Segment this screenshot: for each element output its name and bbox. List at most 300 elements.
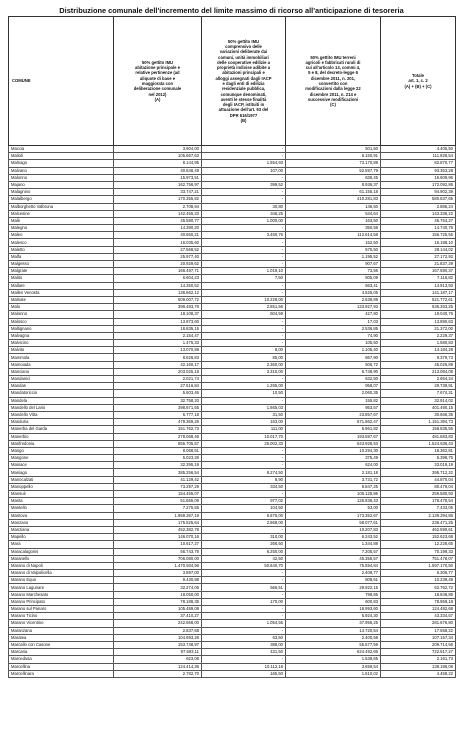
cell-total: 5.398,75 xyxy=(381,455,456,462)
cell-col-b: 1.554,93 xyxy=(202,160,286,167)
table-row xyxy=(9,232,456,239)
cell-col-b: 10,50 xyxy=(202,390,286,397)
cell-total: 7.116,82 xyxy=(381,275,456,282)
cell-col-a: 398.671,55 xyxy=(114,404,202,411)
table-row xyxy=(9,146,456,153)
table-header-row xyxy=(9,17,456,146)
table-row xyxy=(9,649,456,656)
cell-col-a: 32.274,06 xyxy=(114,584,202,591)
table-row xyxy=(9,332,456,339)
cell-col-b: 399,52 xyxy=(202,181,286,188)
cell-col-b: 1.019,10 xyxy=(202,268,286,275)
cell-col-a: 104.693,26 xyxy=(114,634,202,641)
cell-col-a: 162.756,97 xyxy=(114,181,202,188)
cell-col-a: 41.129,42 xyxy=(114,476,202,483)
cell-col-c: 73,56 xyxy=(286,268,381,275)
table-row xyxy=(9,526,456,533)
cell-col-a: 1.959.267,19 xyxy=(114,512,202,519)
table-row xyxy=(9,562,456,569)
table-row xyxy=(9,196,456,203)
cell-col-b: 6.250,00 xyxy=(202,548,286,555)
cell-col-b: 10.112,18 xyxy=(202,663,286,670)
table-row xyxy=(9,340,456,347)
cell-col-a: 13.070,88 xyxy=(114,347,202,354)
cell-comune: Malito xyxy=(9,275,114,282)
cell-total: 78.959,18 xyxy=(381,598,456,605)
cell-total: 80.479,04 xyxy=(381,483,456,490)
cell-col-b: 388,00 xyxy=(202,641,286,648)
cell-comune: Manocalzati xyxy=(9,476,114,483)
table-row xyxy=(9,505,456,512)
cell-total: 107.157,34 xyxy=(381,634,456,641)
cell-col-c: 798,85 xyxy=(286,591,381,598)
table-row xyxy=(9,225,456,232)
table-row xyxy=(9,419,456,426)
cell-comune: Malalbergo xyxy=(9,196,114,203)
cell-total: 462.590,61 xyxy=(381,526,456,533)
cell-col-b: - xyxy=(202,376,286,383)
cell-col-b: 346,25 xyxy=(202,210,286,217)
cell-col-b: - xyxy=(202,577,286,584)
cell-col-c: 10.207,83 xyxy=(286,526,381,533)
table-row xyxy=(9,404,456,411)
cell-col-a: 15.973,51 xyxy=(114,174,202,181)
table-row xyxy=(9,390,456,397)
cell-total: 13.890,63 xyxy=(381,318,456,325)
cell-total: 70.199,33 xyxy=(381,548,456,555)
cell-col-c: 6.748,90 xyxy=(286,368,381,375)
cell-comune: Mansuè xyxy=(9,491,114,498)
cell-comune: Marcallo con Casone xyxy=(9,641,114,648)
cell-comune: Mandatoriccio xyxy=(9,390,114,397)
table-row xyxy=(9,555,456,562)
table-row xyxy=(9,548,456,555)
table-row xyxy=(9,613,456,620)
cell-comune: Maniago xyxy=(9,469,114,476)
table-row xyxy=(9,376,456,383)
cell-col-c: 427,80 xyxy=(286,311,381,318)
cell-total: 167.590,37 xyxy=(381,268,456,275)
table-row xyxy=(9,347,456,354)
cell-col-a: 27.516,84 xyxy=(114,383,202,390)
cell-col-b: - xyxy=(202,289,286,296)
cell-total: 1.151.394,73 xyxy=(381,419,456,426)
cell-col-b: - xyxy=(202,282,286,289)
cell-col-a: 40.648,49 xyxy=(114,167,202,174)
cell-col-b: 42,50 xyxy=(202,555,286,562)
cell-total: 124.482,68 xyxy=(381,606,456,613)
cell-col-c: 58.077,61 xyxy=(286,519,381,526)
cell-col-c: 375,49 xyxy=(286,455,381,462)
cell-total: 2.229,37 xyxy=(381,332,456,339)
cell-comune: Mammola xyxy=(9,354,114,361)
cell-comune: Mandas xyxy=(9,383,114,390)
cell-col-c: 643.928,53 xyxy=(286,440,381,447)
cell-comune: Manfredonia xyxy=(9,440,114,447)
cell-total: 1.580,83 xyxy=(381,340,456,347)
cell-comune: Marcellina xyxy=(9,663,114,670)
cell-comune: Marano Lagunare xyxy=(9,584,114,591)
cell-comune: Majano xyxy=(9,181,114,188)
table-row xyxy=(9,160,456,167)
cell-col-b: 7,50 xyxy=(202,275,286,282)
table-row xyxy=(9,627,456,634)
cell-total: 33.019,19 xyxy=(381,462,456,469)
cell-col-a: 385.256,54 xyxy=(114,469,202,476)
cell-col-b: 504,59 xyxy=(202,311,286,318)
cell-col-b: 104,50 xyxy=(202,505,286,512)
cell-col-a: 623,08 xyxy=(114,656,202,663)
cell-comune: Marano Equo xyxy=(9,577,114,584)
table-row xyxy=(9,181,456,188)
cell-col-b: 50.640,70 xyxy=(202,562,286,569)
cell-col-c: 575,50 xyxy=(286,246,381,253)
table-row xyxy=(9,268,456,275)
cell-total: 7.674,31 xyxy=(381,390,456,397)
cell-comune: Malvagna xyxy=(9,332,114,339)
cell-total: 521.772,61 xyxy=(381,296,456,303)
cell-col-b: - xyxy=(202,570,286,577)
cell-col-c: 2.536,89 xyxy=(286,296,381,303)
table-row xyxy=(9,670,456,677)
cell-col-c: 18.993,60 xyxy=(286,606,381,613)
table-row xyxy=(9,411,456,418)
cell-col-b: - xyxy=(202,318,286,325)
cell-col-b: 1.000,00 xyxy=(202,217,286,224)
header-col-a: 50% gettito IMU abitazione principale e relative pertinenze (ad aliquote di base e maggiorata con deliberazione comunale nel 2012) (A) xyxy=(114,17,202,146)
cell-comune: Marcaria xyxy=(9,649,114,656)
cell-col-a: 166.497,71 xyxy=(114,268,202,275)
cell-total: 14.740,78 xyxy=(381,225,456,232)
cell-col-b: - xyxy=(202,146,286,153)
cell-col-c: 75.594,84 xyxy=(286,562,381,569)
cell-col-b: 25.002,33 xyxy=(202,440,286,447)
cell-comune: Mango xyxy=(9,447,114,454)
cell-total: 62.762,72 xyxy=(381,584,456,591)
cell-comune: Maracalagonis xyxy=(9,548,114,555)
cell-total: 401.490,15 xyxy=(381,404,456,411)
cell-col-b: 3.310,00 xyxy=(202,368,286,375)
cell-col-b: 8,90 xyxy=(202,476,286,483)
cell-col-b: 111,00 xyxy=(202,426,286,433)
table-row xyxy=(9,498,456,505)
cell-col-c: 55.577,59 xyxy=(286,641,381,648)
cell-col-a: 855.705,57 xyxy=(114,440,202,447)
cell-total: 21.837,29 xyxy=(381,261,456,268)
cell-col-b: 1.054,55 xyxy=(202,620,286,627)
cell-col-b: 2.851,56 xyxy=(202,304,286,311)
cell-col-a: 2.837,68 xyxy=(114,627,202,634)
cell-col-a: 27.568,52 xyxy=(114,246,202,253)
cell-col-a: 452.382,78 xyxy=(114,526,202,533)
cell-col-c: 1.195,52 xyxy=(286,253,381,260)
cell-col-b: - xyxy=(202,613,286,620)
table-row xyxy=(9,541,456,548)
cell-col-b: - xyxy=(202,225,286,232)
cell-comune: Malioli xyxy=(9,153,114,160)
cell-col-a: 136.662,12 xyxy=(114,289,202,296)
cell-col-a: 105.489,08 xyxy=(114,606,202,613)
cell-col-c: 600,83 xyxy=(286,598,381,605)
cell-comune: Maleo xyxy=(9,232,114,239)
table-row xyxy=(9,217,456,224)
cell-total: 172.092,86 xyxy=(381,181,456,188)
cell-col-c: 14.720,54 xyxy=(286,627,381,634)
cell-col-b: 30,80 xyxy=(202,203,286,210)
cell-col-a: 37.410,27 xyxy=(114,613,202,620)
table-row xyxy=(9,620,456,627)
cell-col-b: - xyxy=(202,153,286,160)
cell-total: 46.754,27 xyxy=(381,217,456,224)
cell-col-b: 1.865,03 xyxy=(202,404,286,411)
table-row xyxy=(9,491,456,498)
table-row xyxy=(9,275,456,282)
cell-col-a: 151.762,73 xyxy=(114,426,202,433)
cell-col-c: 8.936,37 xyxy=(286,181,381,188)
cell-col-c: 155,82 xyxy=(286,397,381,404)
cell-total: 45.026,89 xyxy=(381,361,456,368)
cell-col-a: 242.666,00 xyxy=(114,620,202,627)
table-row xyxy=(9,368,456,375)
cell-comune: Malonno xyxy=(9,174,114,181)
cell-col-c: 636,45 xyxy=(286,174,381,181)
cell-comune: Maletto xyxy=(9,246,114,253)
cell-comune: Mantello xyxy=(9,505,114,512)
cell-comune: Maranzana xyxy=(9,627,114,634)
cell-col-a: 142.455,33 xyxy=(114,210,202,217)
cell-col-b: - xyxy=(202,253,286,260)
header-col-total: Totale art. 1, c. 2 (A) + (B) + (C) xyxy=(381,17,456,146)
cell-col-c: 7.205,57 xyxy=(286,548,381,555)
cell-col-a: 479.369,26 xyxy=(114,419,202,426)
cell-total: 535.263,25 xyxy=(381,304,456,311)
cell-col-a: 2.782,70 xyxy=(114,670,202,677)
cell-col-b: 10.017,70 xyxy=(202,433,286,440)
cell-col-a: 8.626,83 xyxy=(114,354,202,361)
cell-total: 17.558,22 xyxy=(381,627,456,634)
cell-col-c: 624,00 xyxy=(286,462,381,469)
cell-total: 94.902,39 xyxy=(381,189,456,196)
cell-col-c: 146,50 xyxy=(286,203,381,210)
cell-comune: Marano Vicentino xyxy=(9,620,114,627)
cell-comune: Malvicino xyxy=(9,340,114,347)
header-col-b: 50% gettito IMU comprensivo delle variazioni deliberate dai comuni, unità immobiliari delle cooperative edilizie a proprietà indivise adibite a abitazioni principali e alloggi assegnati dagli IACP e dagli enti di edilizia residenziale pubblica, comunque denominati, aventi le stesse finalità degli IACP, istituiti in attuazione dell'art. 93 del DPR 616/1977 (B) xyxy=(202,17,286,146)
table-row xyxy=(9,598,456,605)
cell-col-c: 534,64 xyxy=(286,210,381,217)
table-row xyxy=(9,325,456,332)
cell-col-c: 624.492,66 xyxy=(286,649,381,656)
cell-comune: Malagnino xyxy=(9,189,114,196)
cell-col-b: - xyxy=(202,239,286,246)
cell-col-c: 2.536,85 xyxy=(286,325,381,332)
table-row xyxy=(9,433,456,440)
table-row xyxy=(9,577,456,584)
cell-col-b: - xyxy=(202,591,286,598)
cell-total: 2.161,73 xyxy=(381,656,456,663)
cell-col-b: 107,00 xyxy=(202,167,286,174)
cell-comune: Malgesso xyxy=(9,261,114,268)
cell-total: 27.172,92 xyxy=(381,253,456,260)
table-row xyxy=(9,483,456,490)
table-body xyxy=(9,146,456,678)
cell-comune: Marano Principato xyxy=(9,598,114,605)
cell-col-a: 78.188,35 xyxy=(114,598,202,605)
cell-col-a: 3.897,00 xyxy=(114,570,202,577)
table-row xyxy=(9,261,456,268)
cell-col-c: 125.836,43 xyxy=(286,498,381,505)
cell-col-b: 566,51 xyxy=(202,584,286,591)
table-row xyxy=(9,383,456,390)
cell-col-c: 958,07 xyxy=(286,383,381,390)
cell-total: 4.405,50 xyxy=(381,146,456,153)
cell-col-c: 6.243,52 xyxy=(286,534,381,541)
cell-comune: Malvano xyxy=(9,167,114,174)
cell-col-c: 350,58 xyxy=(286,225,381,232)
cell-comune: Malcesine xyxy=(9,210,114,217)
cell-col-a: 32.758,20 xyxy=(114,397,202,404)
cell-col-b: 3.460,76 xyxy=(202,232,286,239)
cell-comune: Manduria xyxy=(9,419,114,426)
cell-col-b: - xyxy=(202,455,286,462)
cell-total: 213.084,08 xyxy=(381,368,456,375)
cell-col-c: 45.355,57 xyxy=(286,555,381,562)
cell-total: 2.654,24 xyxy=(381,376,456,383)
cell-col-c: 105.125,86 xyxy=(286,491,381,498)
cell-col-a: 45.590,77 xyxy=(114,217,202,224)
table-row xyxy=(9,289,456,296)
cell-col-c: 667,90 xyxy=(286,354,381,361)
cell-col-a: 278.068,46 xyxy=(114,433,202,440)
cell-col-b: 977,02 xyxy=(202,498,286,505)
header-comune: COMUNE xyxy=(9,17,114,146)
cell-col-a: 105.667,63 xyxy=(114,153,202,160)
cell-col-a: 5.023,26 xyxy=(114,455,202,462)
cell-col-b: - xyxy=(202,174,286,181)
cell-col-b: - xyxy=(202,462,286,469)
cell-col-a: 7.275,55 xyxy=(114,505,202,512)
cell-col-a: 2.154,47 xyxy=(114,332,202,339)
cell-total: 93.353,28 xyxy=(381,167,456,174)
cell-col-c: 2.181,18 xyxy=(286,469,381,476)
cell-col-a: 18.835,15 xyxy=(114,325,202,332)
cell-col-a: 14.350,52 xyxy=(114,282,202,289)
cell-total: 209.714,56 xyxy=(381,641,456,648)
cell-comune: Manoppello xyxy=(9,483,114,490)
cell-col-a: 170.355,82 xyxy=(114,196,202,203)
cell-total: 28.144,02 xyxy=(381,246,456,253)
table-row xyxy=(9,397,456,404)
cell-col-c: 808,61 xyxy=(286,577,381,584)
cell-comune: Marano di Valpolicella xyxy=(9,570,114,577)
cell-comune: Mandanici xyxy=(9,376,114,383)
cell-col-b: - xyxy=(202,340,286,347)
table-row xyxy=(9,304,456,311)
cell-col-c: 37.956,25 xyxy=(286,620,381,627)
cell-col-a: 6.777,18 xyxy=(114,411,202,418)
cell-comune: Marcedusa xyxy=(9,656,114,663)
cell-col-c: 501,50 xyxy=(286,146,381,153)
cell-col-a: 3.904,00 xyxy=(114,146,202,153)
cell-col-c: 2.060,35 xyxy=(286,390,381,397)
cell-total: 1.524.636,43 xyxy=(381,440,456,447)
cell-col-b: 266,50 xyxy=(202,541,286,548)
cell-col-a: 175.525,64 xyxy=(114,519,202,526)
table-row xyxy=(9,455,456,462)
cell-comune: Malborghetto Valbruna xyxy=(9,203,114,210)
cell-col-c: 163,50 xyxy=(286,217,381,224)
cell-col-b: - xyxy=(202,332,286,339)
cell-col-b: - xyxy=(202,261,286,268)
cell-col-c: 410.281,83 xyxy=(286,196,381,203)
cell-col-c: 563,41 xyxy=(286,282,381,289)
cell-col-c: 29.922,15 xyxy=(286,584,381,591)
cell-col-b: 85,00 xyxy=(202,354,286,361)
cell-total: 156.725,55 xyxy=(381,232,456,239)
cell-col-a: 706.080,00 xyxy=(114,555,202,562)
cell-col-a: 16.035,60 xyxy=(114,239,202,246)
table-row xyxy=(9,519,456,526)
cell-col-c: 61.155,18 xyxy=(286,189,381,196)
cell-total: 43.334,57 xyxy=(381,613,456,620)
cell-col-b: 310,00 xyxy=(202,534,286,541)
table-row xyxy=(9,203,456,210)
cell-col-c: 112.614,58 xyxy=(286,232,381,239)
cell-col-c: 1.510,02 xyxy=(286,670,381,677)
table-row xyxy=(9,634,456,641)
cell-col-c: 632,50 xyxy=(286,376,381,383)
cell-comune: Maccia xyxy=(9,146,114,153)
cell-comune: Malgrate xyxy=(9,268,114,275)
table-row xyxy=(9,584,456,591)
cell-col-a: 40.650,21 xyxy=(114,232,202,239)
table-row xyxy=(9,462,456,469)
cell-col-b: 8,00 xyxy=(202,347,286,354)
cell-comune: Malvito xyxy=(9,347,114,354)
header-col-c: 50% gettito IMU terreni agricoli e fabbricati rurali di cui all'articolo 13, commi 4, 5 e 8, del decreto-legge 6 dicembre 2011, n. 201, convertito con modificazioni dalla legge 22 dicembre 2011, n. 214 e successive modificazioni (C) xyxy=(286,17,381,146)
cell-total: 4.458,22 xyxy=(381,670,456,677)
cell-col-c: 2.400,58 xyxy=(286,634,381,641)
table-row xyxy=(9,282,456,289)
cell-total: 1.597.170,50 xyxy=(381,562,456,569)
cell-col-a: 18.050,00 xyxy=(114,591,202,598)
distribution-table xyxy=(8,16,456,678)
table-row xyxy=(9,440,456,447)
cell-col-a: 9.430,88 xyxy=(114,577,202,584)
cell-col-b: 2.360,00 xyxy=(202,361,286,368)
table-row xyxy=(9,246,456,253)
cell-col-b: 165,50 xyxy=(202,670,286,677)
cell-comune: Mandello Vitta xyxy=(9,411,114,418)
cell-col-c: 10.294,30 xyxy=(286,447,381,454)
cell-comune: Mara xyxy=(9,541,114,548)
cell-col-a: 14.390,20 xyxy=(114,225,202,232)
cell-col-a: 2.021,74 xyxy=(114,376,202,383)
table-row xyxy=(9,153,456,160)
cell-col-a: 56.743,76 xyxy=(114,548,202,555)
table-row xyxy=(9,426,456,433)
table-row xyxy=(9,354,456,361)
cell-total: 481.683,83 xyxy=(381,433,456,440)
cell-col-a: 8.144,95 xyxy=(114,160,202,167)
table-row xyxy=(9,469,456,476)
cell-total: 82.870,77 xyxy=(381,160,456,167)
cell-col-c: 1.105,40 xyxy=(286,347,381,354)
cell-comune: Malegno xyxy=(9,225,114,232)
cell-col-a: 5.603,46 xyxy=(114,390,202,397)
cell-total: 152.623,68 xyxy=(381,534,456,541)
cell-comune: Manta xyxy=(9,498,114,505)
cell-comune: Malonno xyxy=(9,311,114,318)
